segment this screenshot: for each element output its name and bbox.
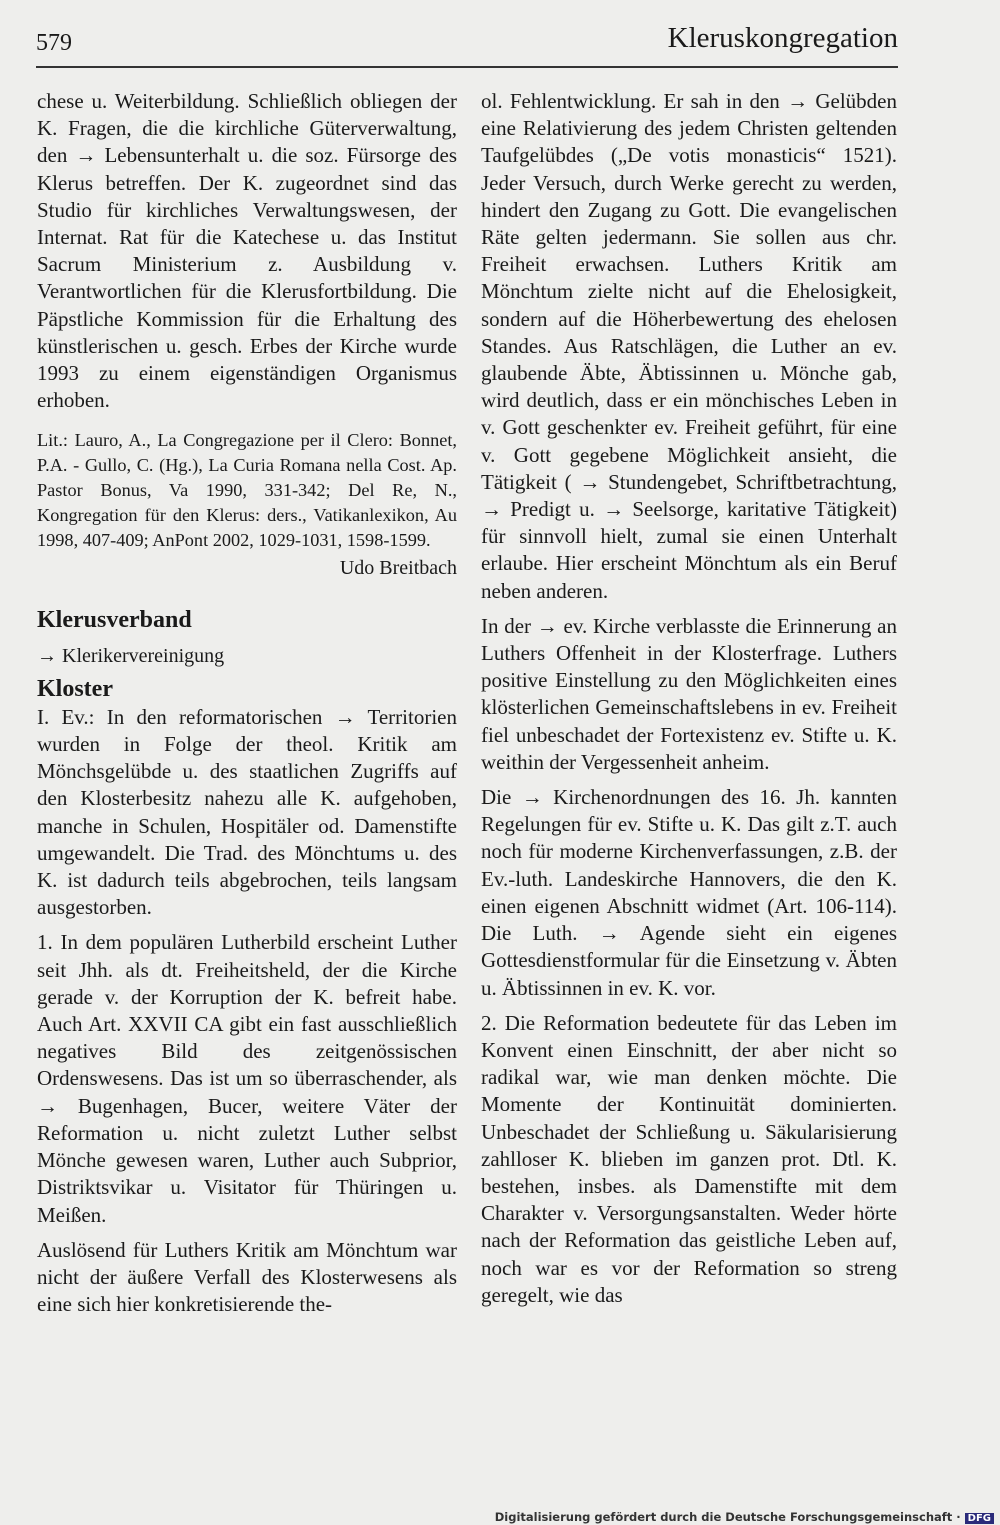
- paragraph: 1. In dem populären Lutherbild erscheint Luther seit Jhh. als dt. Freiheitsheld, der die Kirche gerade v. der Korruption der K. befreit habe. Auch Art. XXVII CA gibt ein fast ausschließlich negatives Bild des zeitgenössischen Ordenswesens. Das ist um so überraschender, als → Bugenhagen, Bucer, weitere Väter der Reformation u. nicht zuletzt Luther selbst Mönche gewesen waren, Luther auch Subprior, Distriktsvikar u. Visitator für Thüringen u. Meißen.: [37, 930, 457, 1227]
- entry-heading-kloster: Kloster: [37, 675, 113, 702]
- author-name: Udo Breitbach: [339, 557, 457, 580]
- dfg-logo: DFG: [965, 1513, 994, 1524]
- right-column: [481, 88, 897, 1317]
- cross-reference-link[interactable]: → Klerikervereinigung: [37, 644, 225, 667]
- paragraph: Die → Kirchenordnungen des 16. Jh. kannten Regelungen für ev. Stifte u. K. Das gilt z.T. auch noch für moderne Kirchenverfassungen, z.B. der Ev.-luth. Landeskirche Hannovers, die den K. einen eigenen Abschnitt widmet (Art. 106-114). Die Luth. → Agende sieht ein eigenes Gottesdienstformular für die Einsetzung v. Äbten u. Äbtissinnen in ev. K. vor.: [481, 785, 897, 1000]
- paragraph: ol. Fehlentwicklung. Er sah in den → Gelübden eine Relativierung des jedem Christen geltenden Taufgelübdes („De votis monasticis“ 1521). Jeder Versuch, durch Werke gerecht zu werden, hindert den Zugang zu Gott. Die evangelischen Räte gelten jedermann. Sie sollen aus chr. Freiheit erwachsen. Luthers Kritik am Mönchtum zielte nicht auf die Ehelosigkeit, sondern auf die Höherbewertung des ehelosen Standes. Aus Ratschlägen, die Luther an ev. glaubende Äbte, Äbtissinnen u. Mönche gab, wird deutlich, dass er ein mönchisches Leben in v. Gott geschenkter ev. Freiheit geführt, für eine v. Gott gegebene Möglichkeit ansieht, die Tätigkeit ( → Stundengebet, Schriftbetrachtung, → Predigt u. → Seelsorge, karitative Tätigkeit) für sinnvoll hielt, zumal sie einen Unterhalt erlaube. Hier erscheint Mönchtum als ein Beruf neben anderen.: [481, 89, 897, 603]
- paragraph: Auslösend für Luthers Kritik am Mönchtum war nicht der äußere Verfall des Klosterwesens als eine sich hier konkretisierende the-: [37, 1237, 457, 1317]
- running-head: Kleruskongregation: [667, 22, 898, 54]
- paragraph: chese u. Weiterbildung. Schließlich obliegen der K. Fragen, die die kirchliche Güterverwaltung, den → Lebensunterhalt u. die soz. Fürsorge des Klerus betreffen. Der K. zugeordnet sind das Studio für kirchliches Verwaltungswesen, der Internat. Rat für die Katechese u. das Institut Sacrum Ministerium z. Ausbildung v. Verantwortlichen für die Klerusfortbildung. Die Päpstliche Kommission für die Erhaltung des künstlerischen u. gesch. Erbes der Kirche wurde 1993 zu einem eigenständigen Organismus erhoben.: [37, 89, 457, 413]
- left-column: [37, 88, 457, 1326]
- page-number: 579: [36, 30, 72, 56]
- paragraph: I. Ev.: In den reformatorischen → Territorien wurden in Folge der theol. Kritik am Mönchsgelübde u. des staatlichen Zugriffs auf den Klosterbesitz nahezu alle K. aufgehoben, manche in Schulen, Hospitäler od. Damenstifte umgewandelt. Die Trad. des Mönchtums u. des K. ist dadurch teils abgebrochen, teils langsam ausgestorben.: [37, 704, 457, 920]
- digitization-footer: [495, 1510, 994, 1524]
- footer-text: Digitalisierung gefördert durch die Deutsche Forschungsgemeinschaft ·: [494, 1510, 961, 1524]
- paragraph: In der → ev. Kirche verblasste die Erinnerung an Luthers Offenheit in der Klosterfrage. Luthers positive Einstellung zu den Möglichkeiten eines klösterlichen Gemeinschaftslebens in ev. Freiheit fiel unbeschadet der Fortexistenz ev. Stifte u. K. weithin der Vergessenheit anheim.: [481, 613, 897, 774]
- page-header: [36, 20, 898, 68]
- paragraph: 2. Die Reformation bedeutete für das Leben im Konvent einen Einschnitt, der aber nicht so radikal war, wie man denken möchte. Die Momente der Kontinuität dominierten. Unbeschadet der Schließung u. Säkularisierung zahlloser K. blieben im ganzen prot. Dtl. K. bestehen, insbes. als Damenstifte mit dem Charakter v. Versorgungsanstalten. Weder hörte nach der Reformation das geistliche Leben auf, noch war es vor der Reformation so streng geregelt, wie das: [481, 1010, 897, 1307]
- entry-heading-klerusverband: Klerusverband: [37, 606, 192, 633]
- literature-references: Lit.: Lauro, A., La Congregazione per il Clero: Bonnet, P.A. - Gullo, C. (Hg.), La Curia Romana nella Cost. Ap. Pastor Bonus, Va 1990, 331-342; Del Re, N., Kongregation für den Klerus: ders., Vatikanlexikon, Au 1998, 407-409; AnPont 2002, 1029-1031, 1598-1599.: [37, 430, 457, 551]
